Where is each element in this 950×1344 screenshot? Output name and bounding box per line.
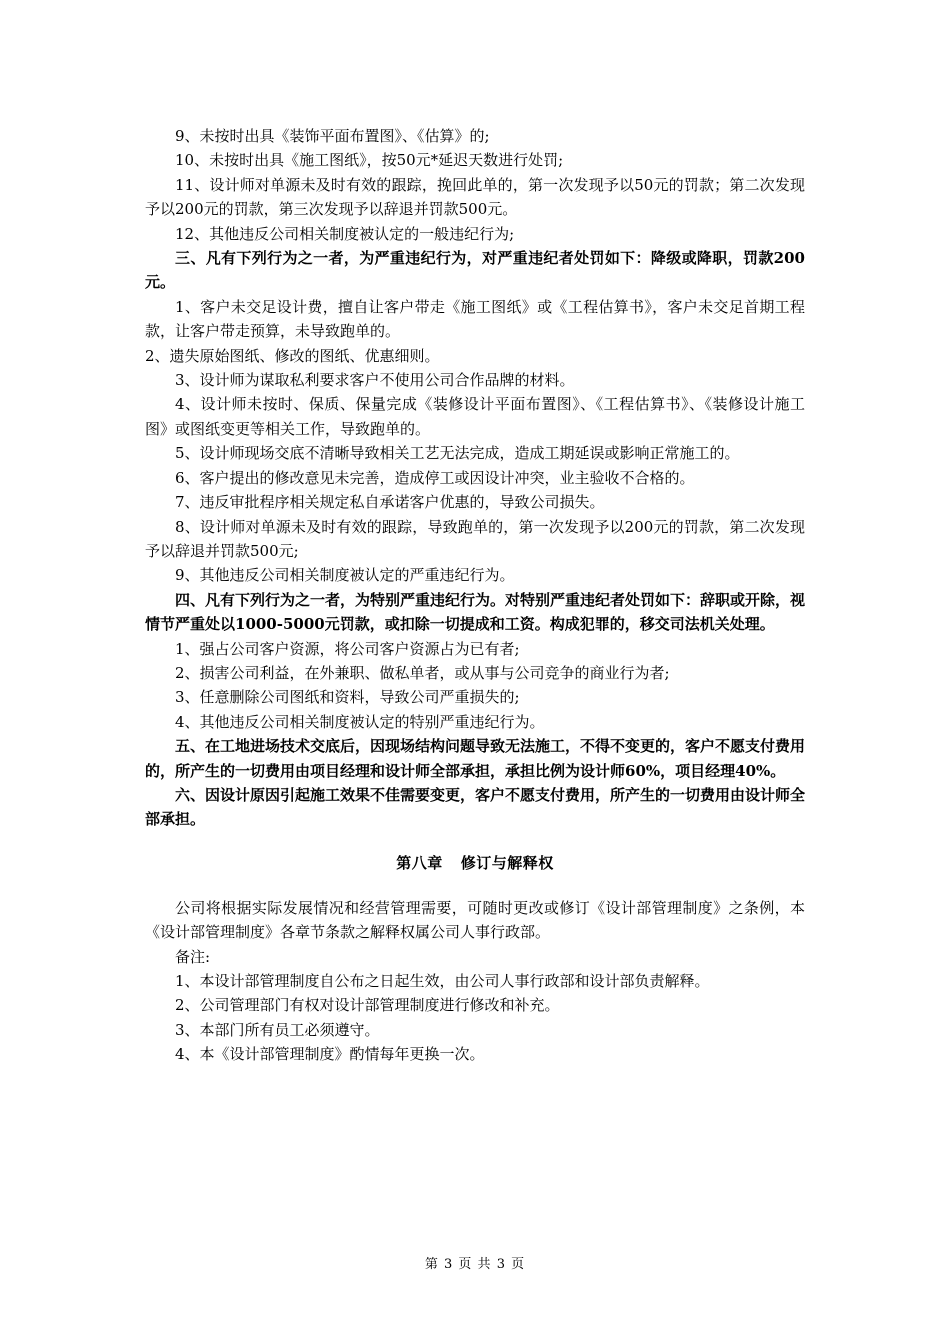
chapter-name: 修订与解释权 <box>460 853 554 872</box>
list-item: 6、客户提出的修改意见未完善，造成停工或因设计冲突，业主验收不合格的。 <box>175 468 695 487</box>
page-footer: 第 3 页 共 3 页 <box>424 1257 526 1272</box>
list-item: 2、遗失原始图纸、修改的图纸、优惠细则。 <box>145 346 440 365</box>
list-item: 8、设计师对单源未及时有效的跟踪，导致跑单的，第一次发现予以200元的罚款，第二次发现予以辞退并罚款500元; <box>145 517 805 560</box>
chapter-label: 第八章 <box>396 853 443 872</box>
list-item: 5、设计师现场交底不清晰导致相关工艺无法完成，造成工期延误或影响正常施工的。 <box>175 444 740 463</box>
list-item: 10、未按时出具《施工图纸》，按50元*延迟天数进行处罚; <box>175 151 564 170</box>
section-heading-serious: 三、凡有下列行为之一者，为严重违纪行为，对严重违纪者处罚如下：降级或降职，罚款200元。 <box>145 249 805 292</box>
chapter-intro: 公司将根据实际发展情况和经营管理需要，可随时更改或修订《设计部管理制度》之条例，本《设计部管理制度》各章节条款之解释权属公司人事行政部。 <box>145 898 805 942</box>
list-item: 12、其他违反公司相关制度被认定的一般违纪行为; <box>175 224 515 243</box>
list-item: 1、强占公司客户资源，将公司客户资源占为已有者; <box>175 639 520 658</box>
list-item: 2、损害公司利益，在外兼职、做私单者，或从事与公司竞争的商业行为者; <box>175 663 670 682</box>
list-item: 1、客户未交足设计费，擅自让客户带走《施工图纸》或《工程估算书》，客户未交足首期工程款，让客户带走预算，未导致跑单的。 <box>145 297 805 341</box>
list-item: 4、设计师未按时、保质、保量完成《装修设计平面布置图》、《工程估算书》、《装修设计施工图》或图纸变更等相关工作，导致跑单的。 <box>145 395 805 438</box>
note-item: 4、本《设计部管理制度》酌情每年更换一次。 <box>175 1045 485 1064</box>
note-item: 1、本设计部管理制度自公布之日起生效，由公司人事行政部和设计部负责解释。 <box>175 972 710 990</box>
section-heading-very-serious: 四、凡有下列行为之一者，为特别严重违纪行为。对特别严重违纪者处罚如下：辞职或开除，视情节严重处以1000-5000元罚款，或扣除一切提成和工资。构成犯罪的，移交司法机关处理。 <box>145 590 806 634</box>
list-item: 4、其他违反公司相关制度被认定的特别严重违纪行为。 <box>175 712 545 731</box>
notes-label: 备注: <box>175 947 211 966</box>
section-heading-six: 六、因设计原因引起施工效果不佳需要变更，客户不愿支付费用，所产生的一切费用由设计师全部承担。 <box>145 785 806 829</box>
section-heading-five: 五、在工地进场技术交底后，因现场结构问题导致无法施工，不得不变更的，客户不愿支付费用的，所产生的一切费用由项目经理和设计师全部承担，承担比例为设计师60%，项目经理40%。 <box>145 737 806 780</box>
note-item: 3、本部门所有员工必须遵守。 <box>175 1020 380 1039</box>
list-item: 7、违反审批程序相关规定私自承诺客户优惠的，导致公司损失。 <box>175 493 605 512</box>
list-item: 3、任意删除公司图纸和资料，导致公司严重损失的; <box>175 688 520 707</box>
note-item: 2、公司管理部门有权对设计部管理制度进行修改和补充。 <box>175 996 560 1015</box>
list-item: 9、未按时出具《装饰平面布置图》、《估算》的; <box>175 127 490 145</box>
list-item: 9、其他违反公司相关制度被认定的严重违纪行为。 <box>175 566 515 585</box>
chapter-title <box>145 851 805 875</box>
list-item: 11、设计师对单源未及时有效的跟踪，挽回此单的，第一次发现予以50元的罚款；第二次发现予以200元的罚款，第三次发现予以辞退并罚款500元。 <box>145 175 805 219</box>
list-item: 3、设计师为谋取私利要求客户不使用公司合作品牌的材料。 <box>175 371 575 390</box>
document-page <box>145 124 805 1067</box>
